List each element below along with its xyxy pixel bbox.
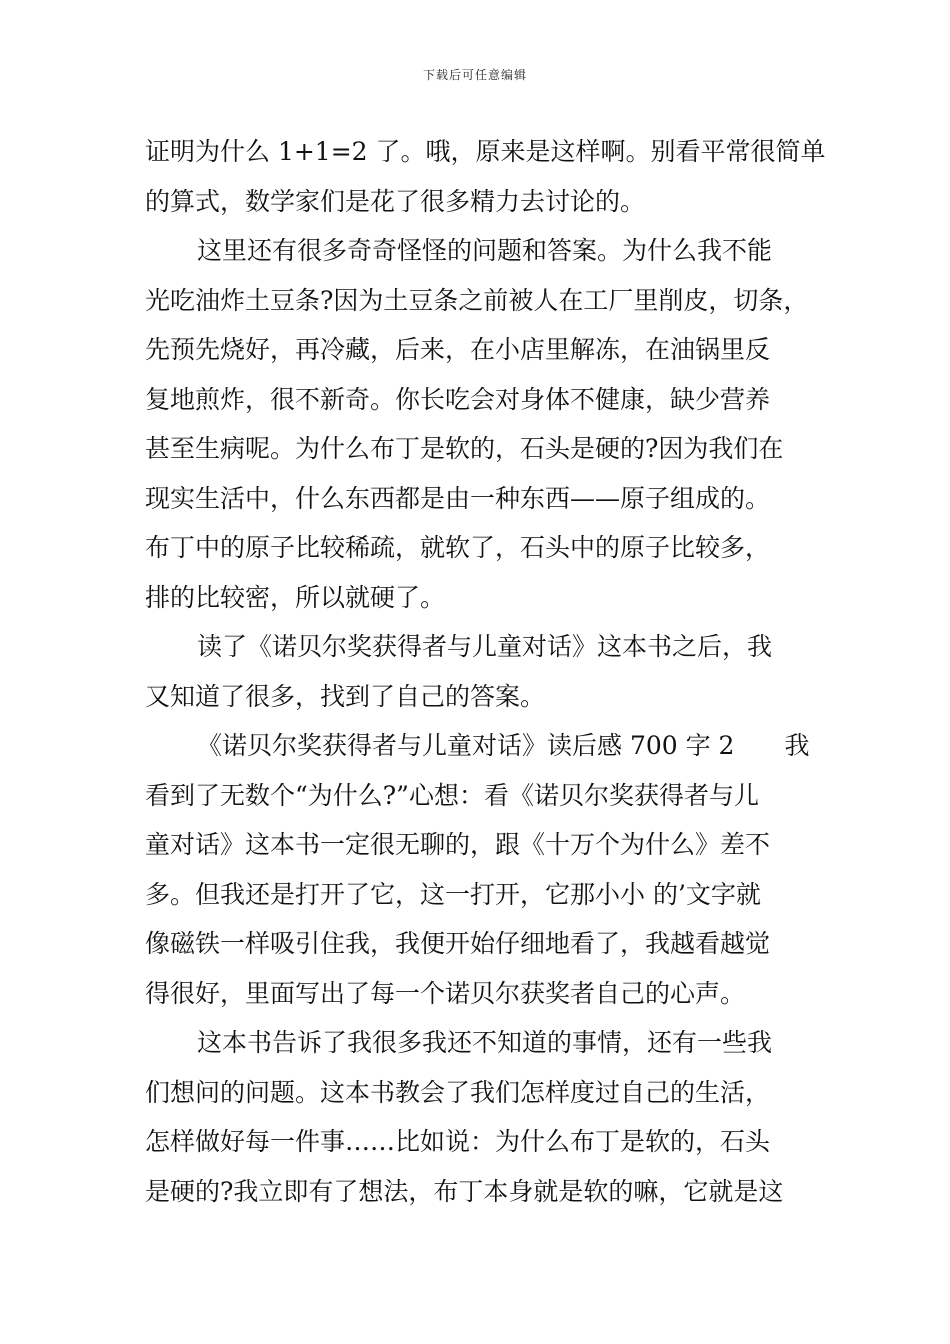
text-line: 像磁铁一样吸引住我，我便开始仔细地看了，我越看越觉 (145, 929, 771, 958)
text-line: 甚至生病呢。为什么布丁是软的，石头是硬的?因为我们在 (145, 434, 784, 463)
text-line: 光吃油炸土豆条?因为土豆条之前被人在工厂里削皮，切条， (145, 285, 809, 315)
page-header: 下载后可任意编辑 (422, 68, 527, 82)
text-line: 又知道了很多，找到了自己的答案。 (145, 681, 546, 711)
text-line: 的算式，数学家们是花了很多精力去讨论的。 (145, 186, 646, 216)
text-line: 证明为什么 1+1=2 了。哦，原来是这样啊。别看平常很简单 (145, 137, 826, 166)
text-line: 这本书告诉了我很多我还不知道的事情，还有一些我 (197, 1028, 773, 1057)
text-line: 读了《诺贝尔奖获得者与儿童对话》这本书之后，我 (197, 632, 773, 661)
text-line: 《诺贝尔奖获得者与儿童对话》读后感 700 字 2 我 (197, 731, 810, 760)
text-line: 童对话》这本书一定很无聊的，跟《十万个为什么》差不 (145, 830, 771, 859)
text-line: 复地煎炸，很不新奇。你长吃会对身体不健康，缺少营养 (145, 384, 771, 414)
text-line: 们想问的问题。这本书教会了我们怎样度过自己的生活， (145, 1077, 771, 1107)
text-line: 多。但我还是打开了它，这一打开，它那小小 的’文字就 (145, 879, 761, 909)
text-line: 怎样做好每一件事……比如说：为什么布丁是软的，石头 (145, 1127, 771, 1156)
text-line: 布丁中的原子比较稀疏，就软了，石头中的原子比较多， (145, 533, 771, 562)
text-line: 排的比较密，所以就硬了。 (145, 582, 446, 612)
text-line: 现实生活中，什么东西都是由一种东西——原子组成的。 (145, 483, 771, 513)
text-line: 先预先烧好，再冷藏，后来，在小店里解冻，在油锅里反 (145, 335, 771, 364)
text-line: 是硬的?我立即有了想法，布丁本身就是软的嘛，它就是这 (145, 1176, 784, 1206)
text-line: 看到了无数个“为什么?”心想：看《诺贝尔奖获得者与儿 (145, 780, 759, 810)
text-line: 得很好，里面写出了每一个诺贝尔获奖者自己的心声。 (145, 978, 746, 1008)
text-line: 这里还有很多奇奇怪怪的问题和答案。为什么我不能 (197, 236, 773, 265)
body-text (145, 127, 826, 1216)
